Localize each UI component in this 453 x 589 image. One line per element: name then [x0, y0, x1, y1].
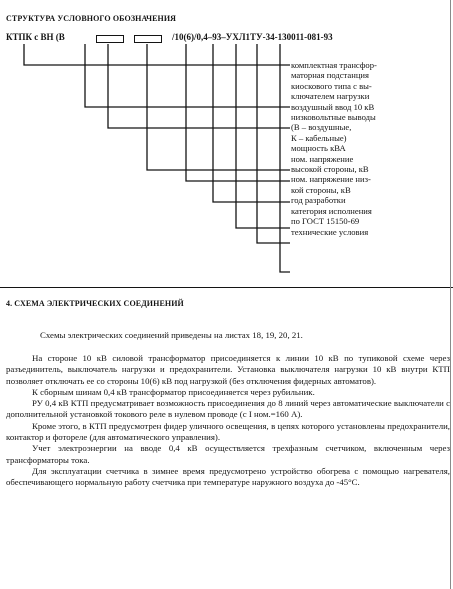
- wiring-description: [6, 353, 450, 489]
- section-divider: [0, 287, 453, 288]
- label-line: мощность кВА: [291, 143, 346, 154]
- paragraph: На стороне 10 кВ силовой трансформатор присоединяется к линии 10 кВ по тупиковой схеме через разъединитель, выключатель нагрузки и предохранители. Установка выключателя нагрузки 10 кВ внутри КТП позволяет отключать ее со стороны 10(6) кВ под нагрузкой (без отключения фидерных автоматов).: [6, 353, 450, 386]
- label-line: (В – воздушные,: [291, 122, 352, 133]
- label-line: киоскового типа с вы-: [291, 80, 372, 91]
- leader-line-hv-input: [85, 44, 290, 107]
- paragraph: Учет электроэнергии на вводе 0,4 кВ осуществляется трехфазным счетчиком, включенным через трансформаторы тока.: [6, 443, 450, 465]
- label-line: ном. напряжение: [291, 153, 354, 164]
- section-title-wiring: 4. СХЕМА ЭЛЕКТРИЧЕСКИХ СОЕДИНЕНИЙ: [6, 299, 184, 308]
- leader-line-specs: [280, 44, 290, 272]
- sheets-note: Схемы электрических соединений приведены на листах 18, 19, 20, 21.: [40, 330, 303, 340]
- label-line: по ГОСТ 15150-69: [291, 216, 360, 227]
- section-title-structure: СТРУКТУРА УСЛОВНОГО ОБОЗНАЧЕНИЯ: [6, 14, 177, 23]
- label-line: технические условия: [291, 226, 369, 237]
- designation-label-list: [291, 60, 451, 237]
- page-edge-line: [450, 0, 451, 589]
- paragraph: РУ 0,4 кВ КТП предусматривает возможность присоединения до 8 линий через автоматические выключатели с дополнительной установкой токового реле в нулевом проводе (с I ном.=160 А).: [6, 398, 450, 420]
- leader-line-ktpk: [24, 44, 290, 65]
- label-line: высокой стороны, кВ: [291, 164, 369, 175]
- paragraph: Кроме этого, в КТП предусмотрен фидер уличного освещения, в цепях которого установлены предохранители, контактор и фотореле (для автоматического управления).: [6, 420, 450, 443]
- label-line: ном. напряжение низ-: [291, 174, 371, 185]
- label-line: комплектная трансфор-: [291, 60, 377, 70]
- paragraph: Для эксплуатации счетчика в зимнее время предусмотрено устройство обогрева с помощью нагревателя, обеспечивающего нормальную работу счетчика при температуре наружного воздуха до -45°С.: [6, 465, 450, 488]
- leader-line-lv-outputs: [108, 44, 290, 128]
- designation-code-suffix: /10(6)/0,4–93–УХЛ1ТУ-34-130011-081-93: [172, 32, 333, 42]
- leader-line-climate: [257, 44, 290, 243]
- label-line: воздушный ввод 10 кВ: [291, 101, 375, 112]
- leader-line-lv-voltage: [213, 44, 290, 202]
- label-line: ключателем нагрузки: [291, 91, 370, 102]
- designation-code-prefix: КТПК с ВН (В: [6, 32, 65, 42]
- label-line: маторная подстанция: [291, 70, 369, 81]
- label-line: год разработки: [291, 195, 346, 206]
- label-line: низковольтные выводы: [291, 112, 376, 123]
- label-line: категория исполнения: [291, 205, 372, 216]
- label-line: К – кабельные): [291, 132, 347, 143]
- leader-line-year: [236, 44, 290, 228]
- label-line: кой стороны, кВ: [291, 184, 351, 195]
- paragraph: К сборным шинам 0,4 кВ трансформатор присоединяется через рубильник.: [32, 386, 315, 397]
